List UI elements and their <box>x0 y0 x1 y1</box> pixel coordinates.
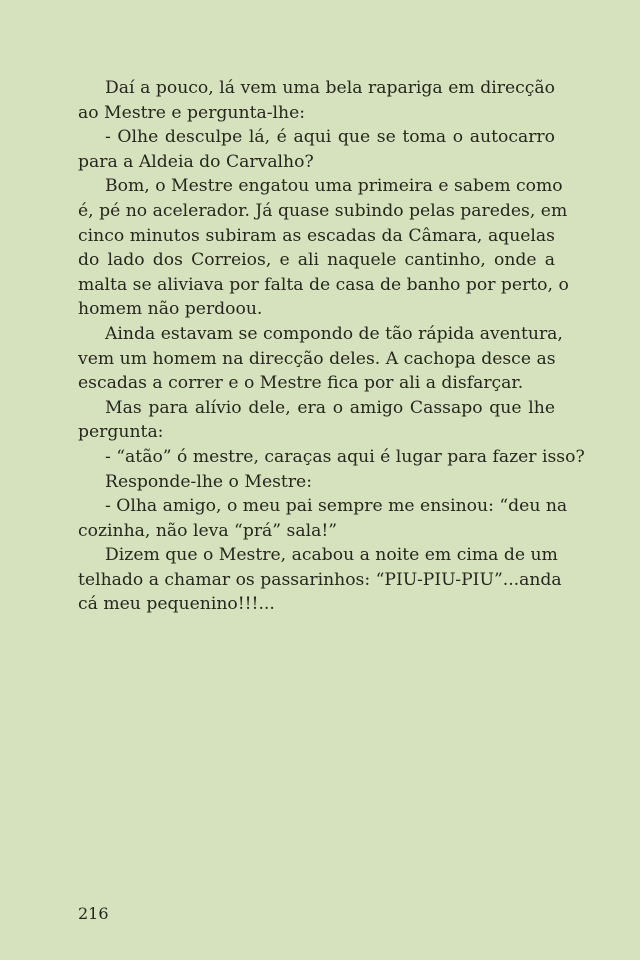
page-number: 216 <box>78 904 109 923</box>
text-line: Daí a pouco, lá vem uma bela rapariga em direcção <box>105 78 555 98</box>
text-line: vem um homem na direcção deles. A cachopa desce as <box>78 348 556 369</box>
paragraph <box>78 543 562 617</box>
paragraph <box>78 470 555 495</box>
paragraph <box>78 445 585 470</box>
paragraph <box>78 76 555 125</box>
body-text <box>78 76 585 617</box>
text-line: Dizem que o Mestre, acabou a noite em cima de um <box>105 545 558 566</box>
text-line: cozinha, não leva “prá” sala!” <box>78 520 338 541</box>
text-line: pergunta: <box>78 422 164 443</box>
text-line: ao Mestre e pergunta-lhe: <box>78 102 306 123</box>
text-line: homem não perdoou. <box>78 299 263 320</box>
text-line: malta se aliviava por falta de casa de banho por perto, o <box>78 274 569 295</box>
text-line: - Olhe desculpe lá, é aqui que se toma o autocarro <box>105 127 555 148</box>
paragraph <box>78 494 568 543</box>
text-line: do lado dos Correios, e ali naquele cantinho, onde a <box>78 250 555 271</box>
paragraph <box>78 174 569 322</box>
text-line: - Olha amigo, o meu pai sempre me ensinou: “deu na <box>105 496 568 517</box>
text-line: para a Aldeia do Carvalho? <box>78 151 314 172</box>
text-line: Mas para alívio dele, era o amigo Cassapo que lhe <box>105 397 555 418</box>
text-line: cá meu pequenino!!!... <box>78 594 275 615</box>
text-line: Ainda estavam se compondo de tão rápida aventura, <box>105 323 563 344</box>
text-line: Bom, o Mestre engatou uma primeira e sabem como <box>105 176 563 197</box>
text-line: telhado a chamar os passarinhos: “PIU-PIU-PIU”...anda <box>78 569 562 590</box>
paragraph <box>78 396 555 445</box>
text-line: - “atão” ó mestre, caraças aqui é lugar para fazer isso? <box>105 446 585 467</box>
text-line: é, pé no acelerador. Já quase subindo pelas paredes, em <box>78 200 568 221</box>
paragraph <box>78 322 563 396</box>
text-line: Responde-lhe o Mestre: <box>105 471 313 492</box>
text-line: cinco minutos subiram as escadas da Câmara, aquelas <box>78 225 555 246</box>
text-line: escadas a correr e o Mestre fica por ali a disfarçar. <box>78 373 524 394</box>
paragraph <box>78 125 555 174</box>
